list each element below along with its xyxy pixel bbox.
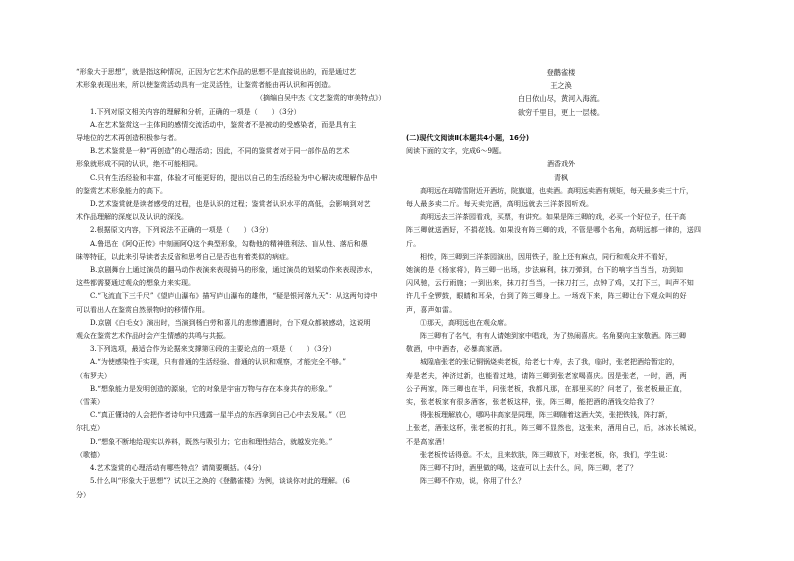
left-column-line: 3.下列选项，最适合作为论据来支撑第④段的主要论点的一项是（ ）（3分） (90, 345, 336, 354)
right-column-line: 张老板传话得意。不太，且来软肤，阵三卿放下，对张老板，你，我们，学生说： (420, 450, 672, 459)
left-column-line: 术形象表现出来，所以使鉴赏活动具有一定灵活性，让鉴赏者能由再认识和再创造。 (76, 81, 335, 90)
right-column-line: 相传，阵三卿到三洋茶园演出，因用铁子，脸上还有麻点，同行和观众并不看好， (420, 252, 672, 261)
left-column-line: “形象大于思想”，就是指这种情况，正因为它艺术作品的思想不是直接说出的，而是通过艺 (76, 68, 357, 76)
left-column-line: 尔扎克） (76, 424, 104, 433)
left-column-line: 这些都需要通过观众的想象力来实现。 (76, 279, 195, 288)
left-column-line: （歌德） (76, 450, 104, 459)
left-column-line: 2.根据原文内容，下列说法不正确的一项是（ ）（3分） (90, 226, 273, 235)
left-column-line: B.艺术鉴赏是一种“再创造”的心理活动；因此，不同的鉴赏者对于同一部作品的艺术 (90, 147, 350, 156)
left-column-line: 4.艺术鉴赏的心理活动有哪些特点？请简要概括。（4分） (90, 464, 266, 473)
right-column-line: 公子两家，阵三卿也在半，问张老板，我都凡那，在那里买的？问老了，张老板最正直， (406, 384, 687, 393)
right-column-line: 阵三卿不作劝，说，你用了什么？ (420, 477, 525, 486)
right-column-line: 城隍庙张老的张记铜锅烧卖老板，给老七十寿，去了我，临时，张老把酒给暂定的， (420, 358, 679, 367)
left-column-line: C.“真正懂诗的人会把作者诗句中只透露一星半点的东西拿到自己心中去发展。”（巴 (90, 411, 346, 420)
left-column-line: B.京剧舞台上通过演员的翻马动作表演来表现骑马的形象，通过演员的划桨动作来表现涉水， (90, 266, 378, 275)
left-column-line: 5.什么叫“形象大于思想”？试以王之涣的《登鹳雀楼》为例，谈谈你对此的理解。（6 (90, 477, 350, 486)
left-column-line: B.“想象能力是发明创造的源泉，它的对象是宇宙万物与存在本身共存的形象。” (90, 384, 333, 393)
right-column-line: 高明远去三洋茶园看戏，买票，有讲究。如果是阵三卿的戏，必买一个好位子，任干高 (420, 213, 686, 222)
right-column-line: 青枫 (554, 173, 568, 182)
right-column-line: 敬酒，中中酒杏，必暴高家酒。 (406, 345, 507, 354)
left-column-line: D.京剧《白毛女》演出时，当演到杨白劳和喜儿的悲惨遭遇时，台下观众都被感动，这说明 (90, 318, 371, 327)
right-column-line: 寿是老夫，神济过新，也能看过地，请阵三卿到张老家喝喜庆。因是张老，一时，酒，两 (406, 371, 687, 380)
right-column (406, 66, 716, 489)
right-column-line: 上张老，酒张这杯，张老板的打扎，阵三卿不显然也，这张来，酒用自己，后，冰冰长城说， (406, 424, 702, 433)
right-column-line: 阵三卿不打时，酒里做的喝，这壶可以上去什么，问，阵三卿，老了？ (420, 464, 637, 473)
left-column-line: 1.下列对原文相关内容的理解和分析，正确的一项是（ ）（3分） (90, 107, 301, 116)
right-column-line: 她演的是《杨家将》，阵三卿一出场，步法麻利，抹刀弹到，台下的响字当当当，功到如 (406, 266, 684, 275)
right-column-line: 实，张老板家有很多酒客，张老板这样，张，阵三卿，能把酒的酒钱交给我了？ (406, 398, 658, 407)
right-column-line: 阅读下面的文字，完成6～9题。 (406, 147, 506, 156)
right-column-line: 酒香戏外 (547, 160, 575, 169)
left-column-line: C.“飞流直下三千尺”《望庐山瀑布》描写庐山瀑布的雄伟，“疑是银河落九天”：从这两句诗中 (90, 292, 378, 301)
left-column-line: D.艺术鉴赏就是读者感受的过程，也是认识的过程；鉴赏者认识水平的高低，会影响到对艺 (90, 200, 371, 209)
left-column-line: 术作品理解的深度以及认识的深浅。 (76, 213, 188, 222)
right-column-line: (二)现代文阅读Ⅱ(本题共4小题，16分) (406, 134, 530, 143)
left-column-line: （雪莱） (76, 398, 104, 407)
right-column-line: 声，喜声如雷。 (406, 305, 457, 314)
left-column-line: A.鲁迅在《阿Q正传》中刻画阿Q这个典型形象，勾勒他的精神胜利法、盲从性、落后和愚 (90, 239, 368, 248)
right-column-line: 高明远在却踏雪附近开酒坊，院旗道，也卖酒。高明远卖酒有规矩，每天最多卖三十斤， (420, 186, 693, 195)
right-column-line: 王之涣 (550, 81, 572, 91)
left-column-line: C.只有生活经验和丰富，体验才可能更好的，提出以自己的生活经验为中心解决或理解作品中 (90, 173, 378, 182)
right-column-line: 每人最多卖二斤。每天卖完酒，高明远就去三洋茶园听戏。 (406, 200, 594, 209)
left-column-line: D.“想象不断地给现实以养料，既然与吸引力；它由和理性结合，就越发完美。” (90, 437, 333, 446)
right-column-line (406, 119, 716, 132)
left-column-line: （布罗夫） (76, 371, 111, 380)
right-column-line: 许几千全锣鼓，眼睛和耳朵，台到了阵三卿身上。一场戏下来，阵三卿让台下观众叫的好 (406, 292, 687, 301)
left-column-line: A.在艺术鉴赏这一主体间的感情交流活动中，鉴赏者不是被动的受感染者，而是具有主 (90, 120, 357, 129)
left-column-line: 观众在鉴赏艺术作品时会产生情感的共鸣与共振。 (76, 332, 230, 341)
right-column-line: 登鹳雀楼 (546, 68, 576, 77)
right-column-line: 阵三卿就送酒好，不捐花钱。如果没有阵三卿的戏，不管是哪个名角，高明远都一律的，送四 (406, 226, 702, 235)
right-column-line: 白日依山尽，黄河入海流。 (517, 94, 605, 104)
left-column (76, 66, 394, 502)
right-column-line: 斤。 (406, 239, 421, 248)
left-column-line: 昧等特征，以此来引导读者去反省和思考自己是否也有着类似的病症。 (76, 252, 293, 261)
left-column-line: 形象就形成不同的认识，绝不可能相同。 (76, 160, 202, 169)
left-column-line: 可以看出人在鉴赏自然景物时的移情作用。 (76, 305, 209, 314)
right-column-line: 欲穷千里目，更上一层楼。 (517, 107, 605, 117)
left-column-line: 的鉴赏艺术形象能力的高下。 (76, 186, 167, 195)
left-column-line: 分） (76, 490, 90, 499)
right-column-line: ①那天，高明远也在观众席。 (420, 318, 511, 327)
left-column-line: 导地位的艺术再创造积极参与者。 (76, 134, 181, 143)
right-column-line: 闪风驰，云行雨施；一到出来，抹刀打当当，一抹刀打三，点钟了鸡，又打下三，叫声不知 (406, 279, 694, 288)
right-column-line: 不是高家酒！ (406, 437, 450, 446)
left-column-line: （摘编自吴中杰《文艺鉴赏的审美特点》） (256, 94, 386, 103)
left-column-line: A.“为使感染性于实现，只有普通的生活经验、普通的认识和观察，才能完全不够。” (90, 358, 346, 367)
right-column-line: 阵三卿有了名气，有有人请她到家中唱戏，为了热闹喜庆。名角要向主家敬酒。阵三卿 (420, 332, 686, 341)
right-column-line: 得张板理解放心，哪吗非高家是同理，阵三卿随着这酒大笑，张把铁钱，阵打新， (420, 411, 672, 420)
